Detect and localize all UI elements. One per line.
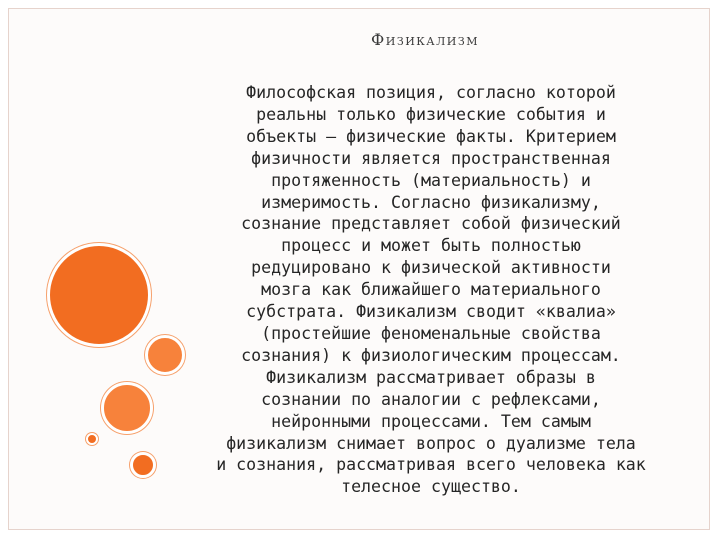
body-line: физичности является пространственная [251, 148, 611, 168]
decor-circle-small [86, 433, 98, 445]
body-line: физикализм снимает вопрос о дуализме тела [226, 433, 636, 453]
body-line: мозга как ближайшего материального [261, 280, 601, 300]
body-line: телесное существо. [341, 477, 521, 497]
body-line: объекты — физические факты. Критерием [246, 126, 616, 146]
body-line: измеримость. Согласно физикализму, [261, 192, 601, 212]
body-line: (простейшие феноменальные свойства [261, 323, 601, 343]
body-line: сознание представляет собой физический [241, 214, 621, 234]
body-line: сознании по аналогии с рефлексами, [261, 389, 601, 409]
body-line: реальны только физические события и [256, 104, 606, 124]
body-line: Физикализм рассматривает образы в [266, 367, 596, 387]
decor-circle-middle [101, 382, 153, 434]
decor-circle-large [47, 243, 151, 347]
body-line: Философская позиция, согласно которой [246, 83, 616, 102]
body-line: субстрата. Физикализм сводит «квалиа» [246, 302, 616, 322]
slide-body [176, 82, 686, 498]
body-line: процесс и может быть полностью [281, 236, 581, 256]
body-line: сознания) к физиологическим процессам. [241, 345, 621, 365]
body-line: редуцировано к физической активности [251, 258, 611, 278]
body-line: протяженность (материальность) и [271, 170, 591, 190]
decor-circle-lower [130, 452, 156, 478]
body-line: и сознания, рассматривая всего человека как [216, 455, 646, 475]
slide-title: Физикализм [370, 30, 480, 49]
body-line: нейронными процессами. Тем самым [271, 411, 591, 431]
